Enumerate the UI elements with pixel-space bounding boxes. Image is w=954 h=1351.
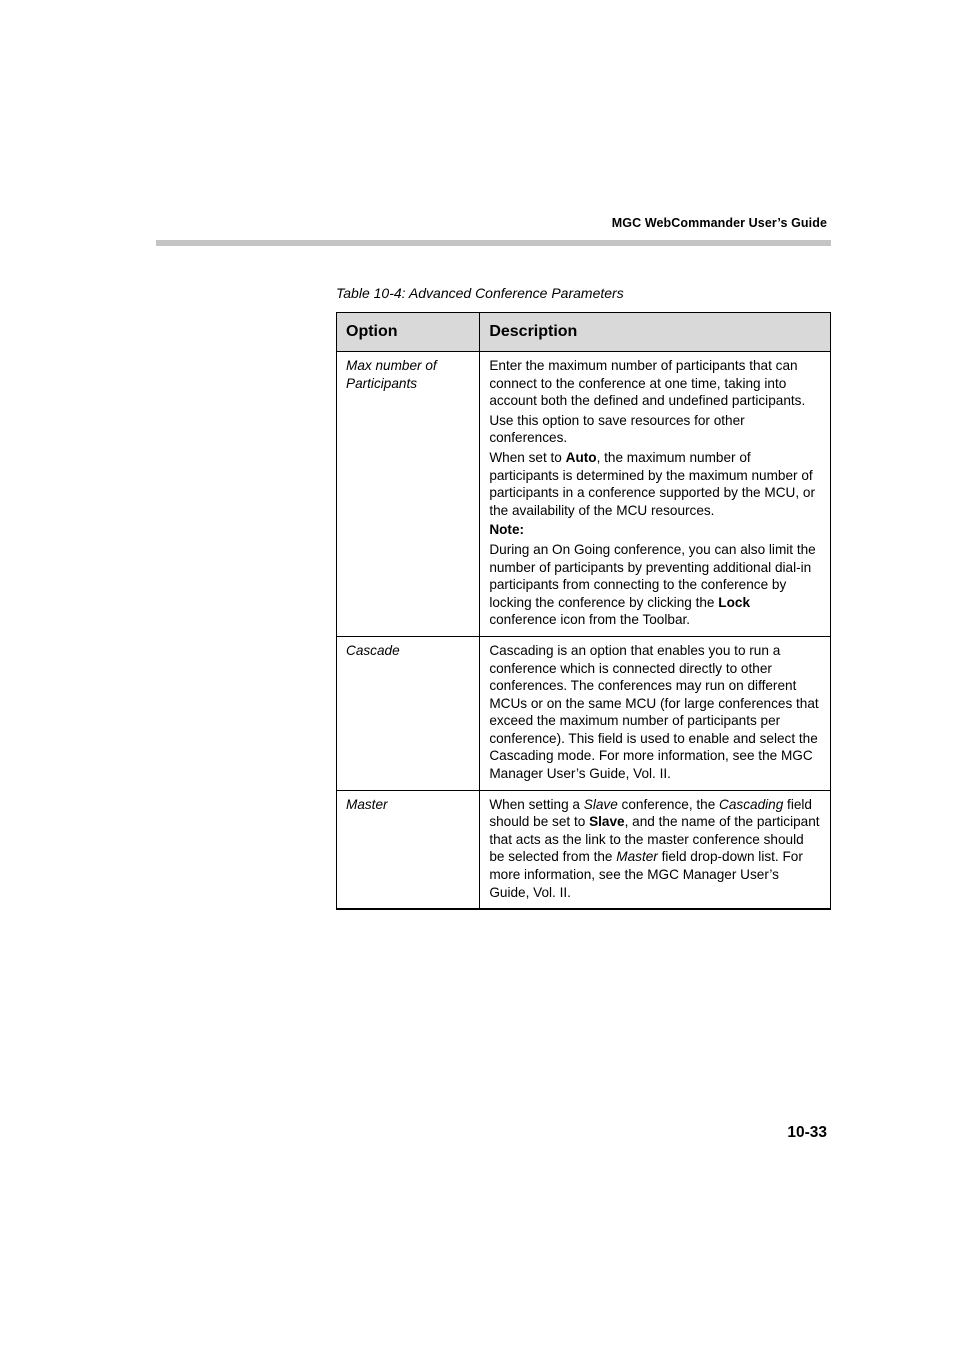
column-header-description: Description xyxy=(480,313,831,352)
page-number: 10-33 xyxy=(787,1124,827,1141)
table-caption: Table 10-4: Advanced Conference Parameters xyxy=(336,285,624,301)
text-run: , the maximum number of participants is determined by the maximum number of participants in a conference supported by the MCU, or the availability of the MCU resources. xyxy=(489,449,815,518)
italic-term-cascading: Cascading xyxy=(719,796,784,812)
table-header-row xyxy=(337,313,831,352)
note-paragraph xyxy=(489,541,821,629)
text-run: When set to xyxy=(489,449,566,465)
italic-term-slave: Slave xyxy=(583,796,618,812)
description-cell xyxy=(480,352,831,637)
bold-term-slave: Slave xyxy=(589,814,625,830)
header-rule xyxy=(156,240,831,246)
table-row xyxy=(337,636,831,790)
column-header-option: Option xyxy=(337,313,480,352)
text-run: conference icon from the Toolbar. xyxy=(489,612,691,628)
text-run: field drop-down list. For more information, see the MGC Manager User’s Guide, Vol. II. xyxy=(489,849,803,900)
note-label: Note: xyxy=(489,522,525,538)
text-run: conference, the xyxy=(617,796,720,812)
description-paragraph xyxy=(489,449,821,519)
italic-term-master: Master xyxy=(616,849,658,865)
description-paragraph: Enter the maximum number of participants that can connect to the conference at one time, taking into account both the defined and undefined participants. xyxy=(489,358,806,409)
option-cell: Cascade xyxy=(337,636,480,790)
description-cell xyxy=(480,790,831,909)
table-row xyxy=(337,790,831,909)
text-run: During an On Going conference, you can also limit the number of participants by preventing additional dial-in participants from connecting to the conference by locking the conference by clicking the xyxy=(489,541,816,610)
description-cell xyxy=(480,636,831,790)
bold-term-lock: Lock xyxy=(718,594,751,610)
bold-term-auto: Auto xyxy=(565,449,597,465)
option-cell: Master xyxy=(337,790,480,909)
description-paragraph: Cascading is an option that enables you to run a conference which is connected directly to other conferences. The conferences may run on different MCUs or on the same MCU (for large conferences that exceed the maximum number of participants per conference). This field is used to enable and select the Cascading mode. For more information, see the MGC Manager User’s Guide, Vol. II. xyxy=(489,642,819,782)
description-paragraph xyxy=(489,796,821,902)
text-run: field should be set to xyxy=(489,796,812,830)
text-run: When setting a xyxy=(489,796,584,812)
description-paragraph: Use this option to save resources for other conferences. xyxy=(489,412,745,446)
table-row xyxy=(337,352,831,637)
running-header: MGC WebCommander User’s Guide xyxy=(611,216,827,230)
option-cell: Max number of Participants xyxy=(337,352,480,637)
advanced-conference-parameters-table xyxy=(336,312,831,910)
text-run: , and the name of the participant that acts as the link to the master conference should be selected from the xyxy=(489,814,820,865)
